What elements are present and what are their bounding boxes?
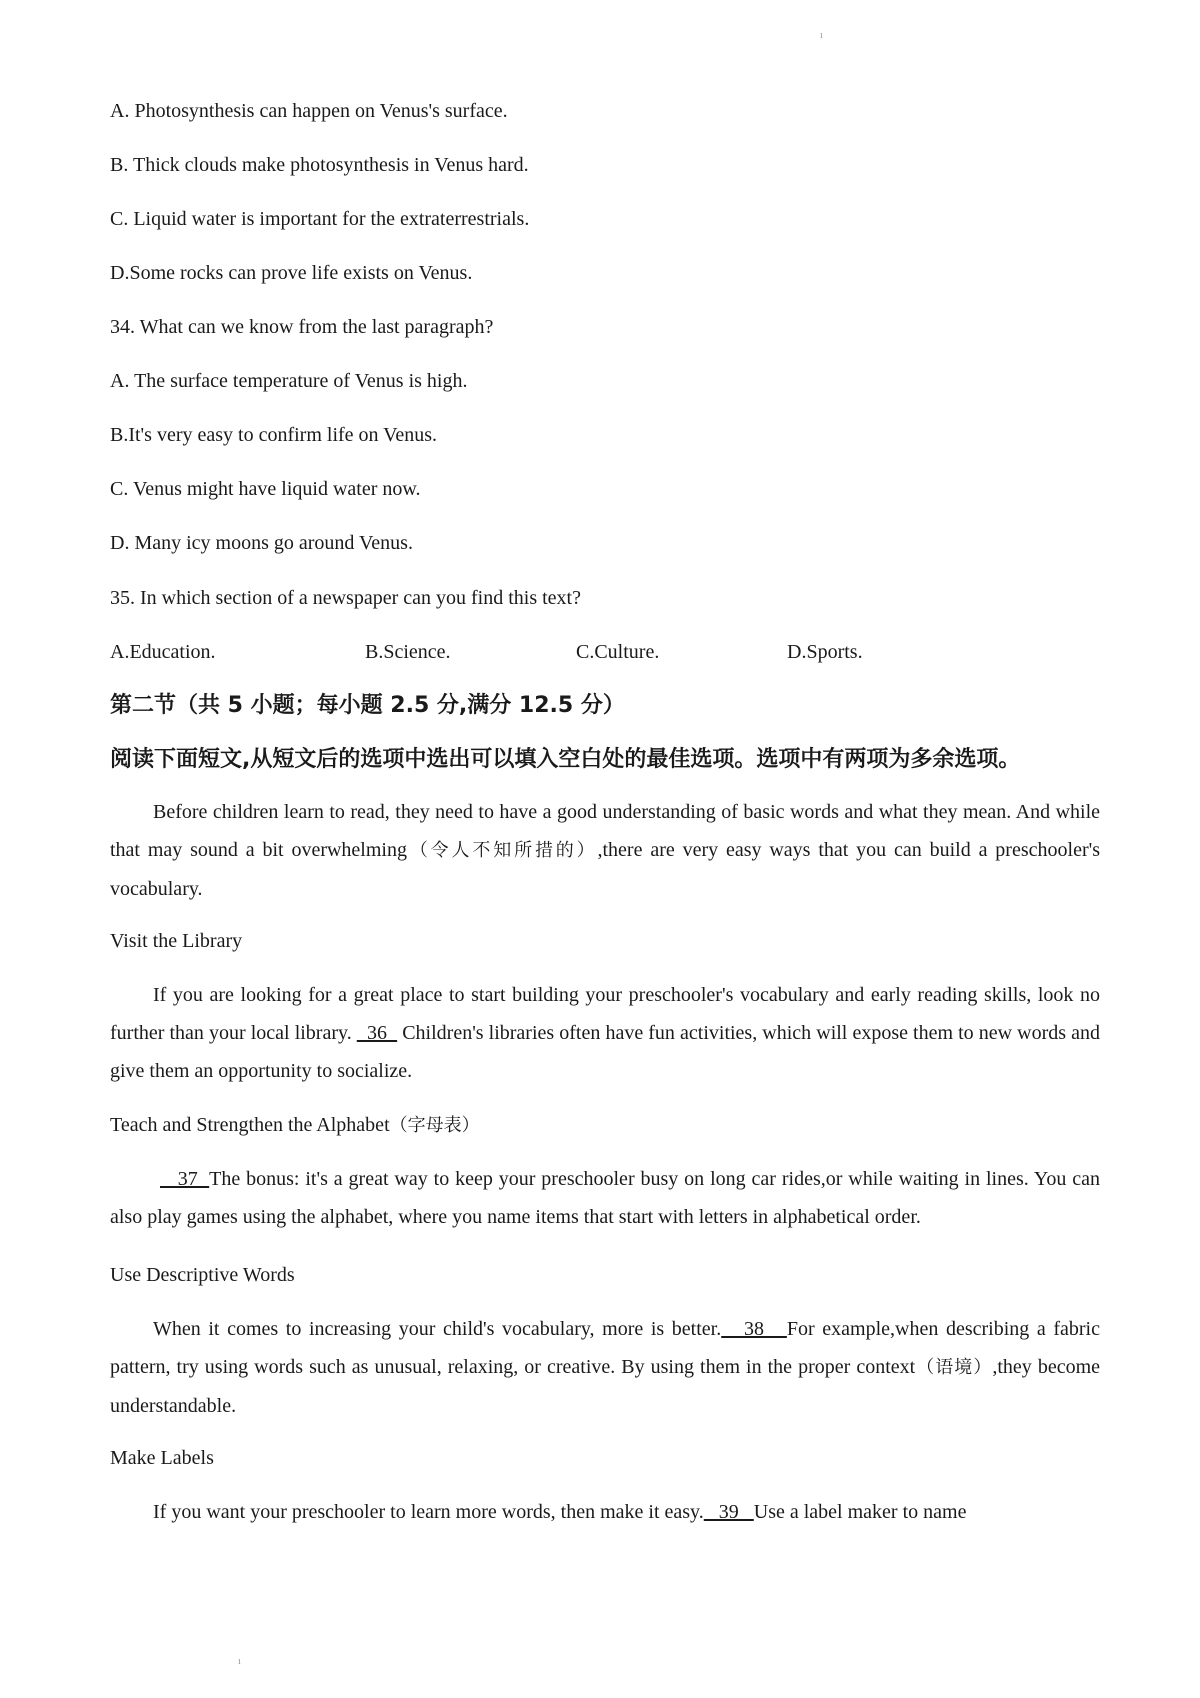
blank-36: 36 [356,1022,398,1044]
alphabet-text: The bonus: it's a great way to keep your preschooler busy on long car rides,or while waiting in lines. You can also play games using the alphabet, where you name items that start with letters in alphabetical order. [110,1168,1100,1228]
descriptive-text-3: ,they become understandable. [110,1356,1101,1417]
blank-39: 39 [703,1501,754,1523]
q35-option-a: A.Education. [110,641,216,663]
blank-38: 38 [721,1318,787,1340]
intro-gloss: （令人不知所措的） [406,840,598,861]
descriptive-text-1: When it comes to increasing your child's vocabulary, more is better. [153,1318,722,1340]
library-text-1: If you are looking for a great place to start building your preschooler's vocabulary and early reading skills, look no further than your local library. [110,984,1100,1044]
intro-paragraph [110,793,1100,908]
labels-paragraph [110,1493,1100,1531]
intro-text-1: Before children learn to read, they need to have a good understanding of basic words and what they mean. And while that may sound a bit overwhelming [110,801,1100,861]
section-instruction: 阅读下面短文,从短文后的选项中选出可以填入空白处的最佳选项。选项中有两项为多余选项。 [110,747,1021,772]
scan-mark-bottom: ı [238,1656,241,1667]
q33-option-c: C. Liquid water is important for the extraterrestrials. [110,208,530,230]
library-paragraph [110,976,1100,1090]
section-heading: 第二节（共 5 小题；每小题 2.5 分,满分 12.5 分） [110,693,625,718]
alphabet-paragraph [110,1160,1100,1236]
scan-mark: ı [820,30,823,41]
intro-text-2: ,there are very easy ways that you can build a preschooler's vocabulary. [110,839,1100,900]
q34-option-b: B.It's very easy to confirm life on Venus. [110,424,438,446]
blank-37: 37 [160,1168,210,1190]
subheading-descriptive-words: Use Descriptive Words [110,1264,295,1286]
q33-option-b: B. Thick clouds make photosynthesis in Venus hard. [110,154,529,176]
subheading-alphabet [110,1106,480,1145]
q35-option-b: B.Science. [365,641,451,663]
q35-question: 35. In which section of a newspaper can you find this text? [110,587,581,609]
context-gloss: （语境） [915,1357,993,1378]
q34-question: 34. What can we know from the last paragraph? [110,316,494,338]
q34-option-d: D. Many icy moons go around Venus. [110,532,413,554]
labels-text-2: Use a label maker to name [753,1501,967,1523]
q35-option-c: C.Culture. [576,641,660,663]
subheading-visit-library: Visit the Library [110,930,243,952]
labels-text-1: If you want your preschooler to learn more words, then make it easy. [153,1501,704,1523]
q34-option-a: A. The surface temperature of Venus is high. [110,370,468,392]
descriptive-paragraph [110,1310,1100,1425]
alphabet-gloss: （字母表） [389,1115,480,1136]
alphabet-heading-text: Teach and Strengthen the Alphabet [110,1114,390,1136]
q35-option-d: D.Sports. [787,641,863,663]
q33-option-a: A. Photosynthesis can happen on Venus's surface. [110,100,508,122]
q34-option-c: C. Venus might have liquid water now. [110,478,421,500]
descriptive-text-2: For example,when describing a fabric pattern, try using words such as unusual, relaxing, or creative. By using them in the proper context [110,1318,1100,1378]
subheading-make-labels: Make Labels [110,1447,214,1469]
q33-option-d: D.Some rocks can prove life exists on Venus. [110,262,473,284]
library-text-2: Children's libraries often have fun activities, which will expose them to new words and give them an opportunity to socialize. [110,1022,1101,1082]
q35-options [110,633,1110,671]
